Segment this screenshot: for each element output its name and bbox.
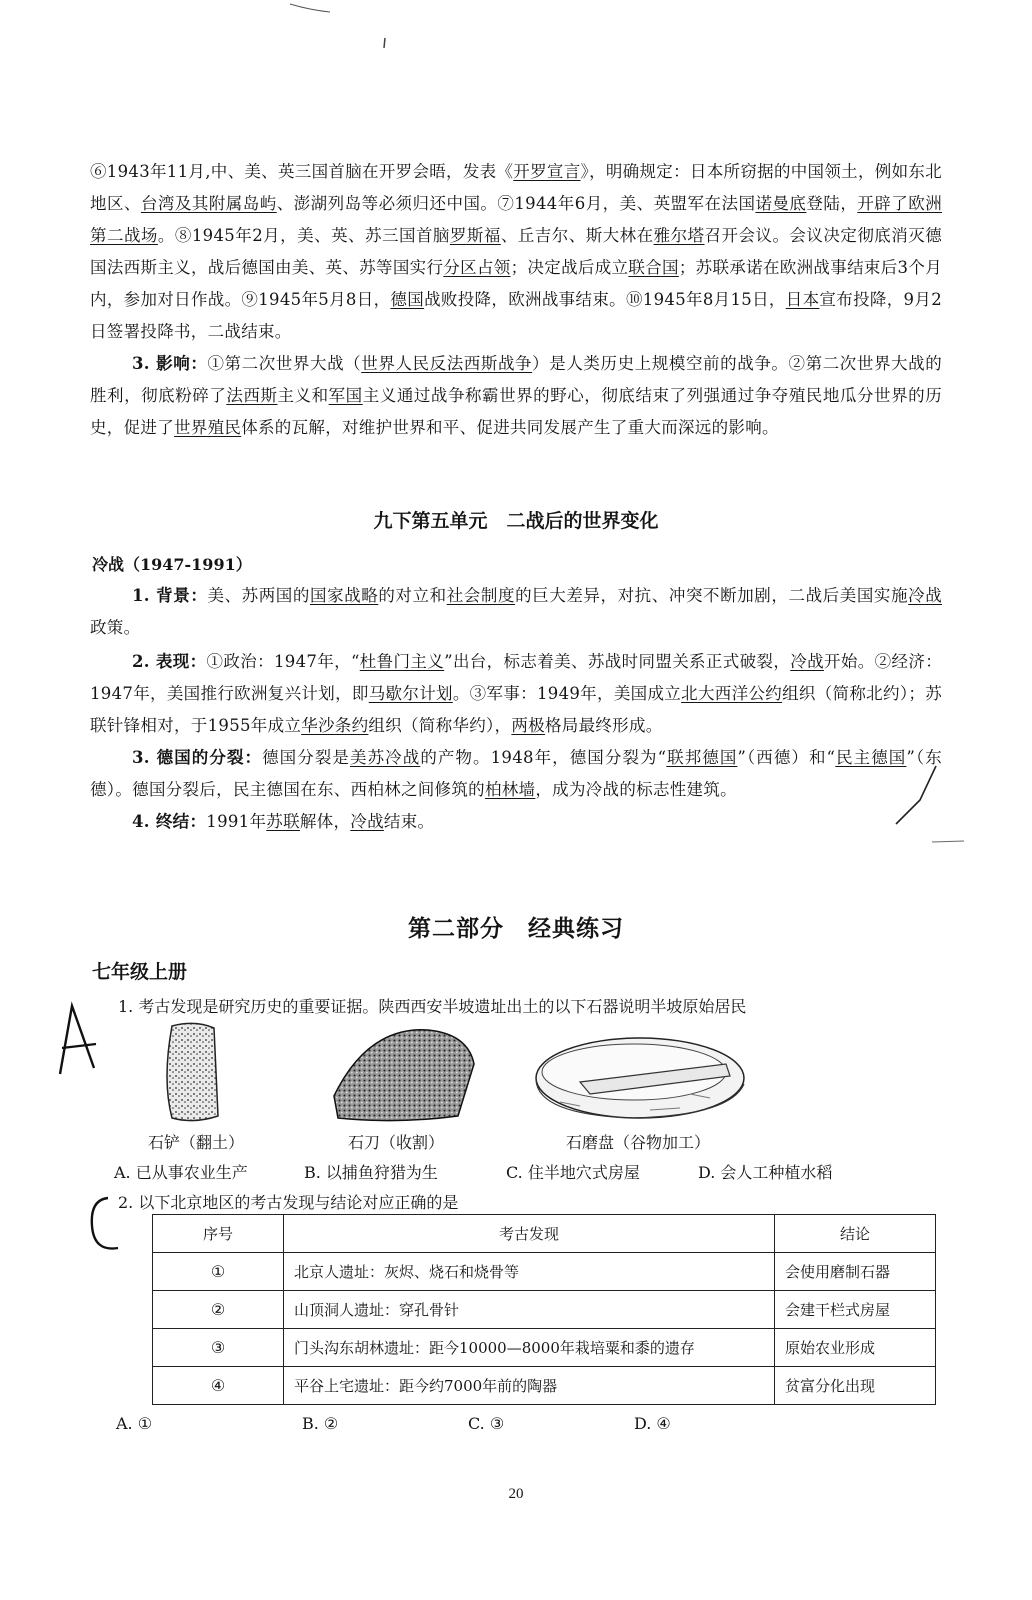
part-title: 第二部分 经典练习 [408, 915, 624, 942]
stone-knife-image [328, 1024, 478, 1124]
q2-option-c: C. ③ [468, 1414, 505, 1433]
table-row [153, 1367, 936, 1405]
row-number: ① [153, 1253, 284, 1291]
col-header-discovery: 考古发现 [284, 1215, 775, 1253]
question-2: 2. 以下北京地区的考古发现与结论对应正确的是 [118, 1193, 459, 1212]
row-number: ② [153, 1291, 284, 1329]
row-conclusion: 原始农业形成 [775, 1329, 936, 1367]
row-conclusion: 会建干栏式房屋 [775, 1291, 936, 1329]
scan-speck [280, 0, 360, 20]
caption-grinding-stone: 石磨盘（谷物加工） [566, 1133, 711, 1152]
scan-speck [380, 36, 390, 56]
pen-dash-mark [930, 836, 970, 848]
q2-option-d: D. ④ [634, 1414, 671, 1433]
table-header-row [153, 1215, 936, 1253]
q1-option-b: B. 以捕鱼狩猎为生 [304, 1163, 438, 1182]
question-1: 1. 考古发现是研究历史的重要证据。陕西西安半坡遗址出土的以下石器说明半坡原始居民 [118, 997, 747, 1016]
row-conclusion: 贫富分化出现 [775, 1367, 936, 1405]
topic-title: 冷战（1947-1991） [92, 555, 252, 574]
cold-war-end: 4. 终结：1991年苏联解体，冷战结束。 [132, 812, 435, 831]
table-row [153, 1253, 936, 1291]
q1-option-d: D. 会人工种植水稻 [698, 1163, 833, 1182]
cold-war-manifestation: 2. 表现：①政治：1947年，“杜鲁门主义”出台，标志着美、苏战时同盟关系正式破裂，冷战开始。②经济：1947年，美国推行欧洲复兴计划，即马歇尔计划。③军事：1949年，美国成立北大西洋公约组织（简称北约）；苏联针锋相对，于1955年成立华沙条约组织（简称华约），两极格局最终形成。 [90, 652, 943, 735]
archaeology-table [152, 1214, 936, 1405]
caption-stone-shovel: 石铲（翻土） [148, 1133, 245, 1152]
caption-stone-knife: 石刀（收割） [348, 1133, 445, 1152]
row-number: ④ [153, 1367, 284, 1405]
ww2-impact-paragraph: 3. 影响：①第二次世界大战（世界人民反法西斯战争）是人类历史上规模空前的战争。②第二次世界大战的胜利，彻底粉碎了法西斯主义和军国主义通过战争称霸世界的野心，彻底结束了列强通过争夺殖民地瓜分世界的历史，促进了世界殖民体系的瓦解，对维护世界和平、促进共同发展产生了重大而深远的影响。 [90, 354, 943, 437]
grade-title: 七年级上册 [92, 961, 188, 983]
ww2-events-paragraph: ⑥1943年11月,中、美、英三国首脑在开罗会晤，发表《开罗宣言》，明确规定：日本所窃据的中国领土，例如东北地区、台湾及其附属岛屿、澎湖列岛等必须归还中国。⑦1944年6月，美、英盟军在法国诺曼底登陆，开辟了欧洲第二战场。⑧1945年2月，美、英、苏三国首脑罗斯福、丘吉尔、斯大林在雅尔塔召开会议。会议决定彻底消灭德国法西斯主义，战后德国由美、英、苏等国实行分区占领；决定战后成立联合国；苏联承诺在欧洲战事结束后3个月内，参加对日作战。⑨1945年5月8日，德国战败投降，欧洲战事结束。⑩1945年8月15日，日本宣布投降，9月2日签署投降书，二战结束。 [90, 162, 943, 341]
col-header-number: 序号 [153, 1215, 284, 1253]
q1-option-c: C. 住半地穴式房屋 [506, 1163, 640, 1182]
row-discovery: 门头沟东胡林遗址：距今10000—8000年栽培粟和黍的遗存 [284, 1329, 775, 1367]
unit-title: 九下第五单元 二战后的世界变化 [373, 510, 659, 532]
q2-option-a: A. ① [116, 1414, 153, 1433]
stone-shovel-image [150, 1020, 240, 1128]
q1-option-a: A. 已从事农业生产 [114, 1163, 248, 1182]
handwritten-a-glyph [50, 998, 110, 1078]
cold-war-background: 1. 背景：美、苏两国的国家战略的对立和社会制度的巨大差异，对抗、冲突不断加剧，二战后美国实施冷战政策。 [90, 586, 942, 637]
table-row [153, 1329, 936, 1367]
pen-stroke-mark [890, 760, 950, 830]
germany-division: 3. 德国的分裂：德国分裂是美苏冷战的产物。1948年，德国分裂为“联邦德国”（西德）和“民主德国”（东德）。德国分裂后，民主德国在东、西柏林之间修筑的柏林墙，成为冷战的标志性建筑。 [90, 748, 943, 799]
q2-option-b: B. ② [302, 1414, 339, 1433]
table-row [153, 1291, 936, 1329]
row-number: ③ [153, 1329, 284, 1367]
col-header-conclusion: 结论 [775, 1215, 936, 1253]
row-discovery: 山顶洞人遗址：穿孔骨针 [284, 1291, 775, 1329]
handwritten-answer-q1 [50, 998, 110, 1078]
page-number: 20 [508, 1486, 524, 1502]
row-conclusion: 会使用磨制石器 [775, 1253, 936, 1291]
row-discovery: 北京人遗址：灰烬、烧石和烧骨等 [284, 1253, 775, 1291]
grinding-stone-image [530, 1024, 760, 1124]
row-discovery: 平谷上宅遗址：距今约7000年前的陶器 [284, 1367, 775, 1405]
